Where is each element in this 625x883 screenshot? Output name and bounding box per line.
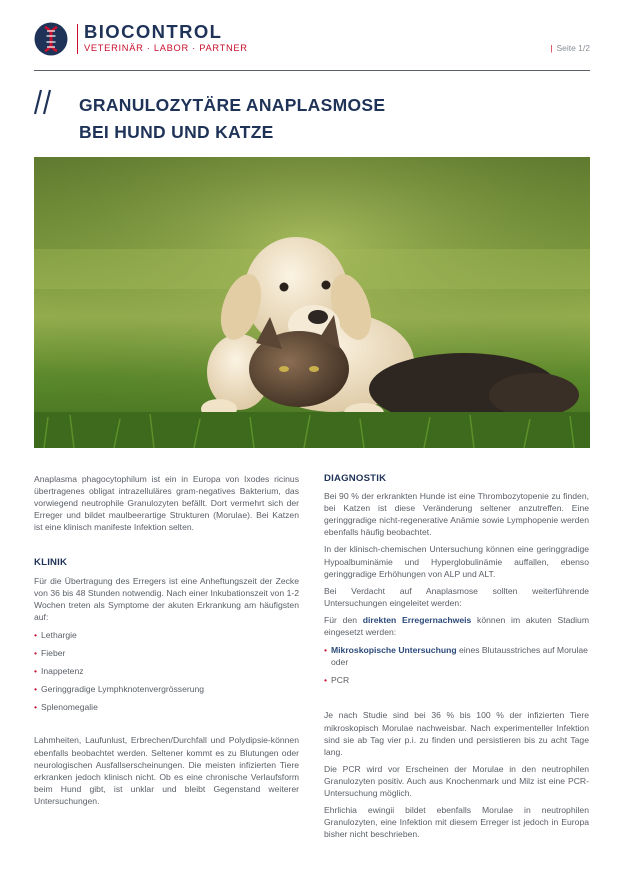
left-column (34, 473, 299, 807)
dna-helix-logo-icon (34, 22, 68, 56)
diagnostik-paragraph-1: Bei 90 % der erkrankten Hunde ist eine Thrombozytopenie zu finden, bei Katzen ist diese Veränderung seltener anzutreffen. Eine geringgradige nicht-regenerative Anämie sowie Lymphopenie werden ebenfalls häufig beobachtet. (324, 491, 589, 538)
p4-before: Für den (324, 614, 363, 625)
intro-paragraph: Anaplasma phagocytophilum ist ein in Europa von Ixodes ricinus übertragenes obligat intrazelluläres gram-negatives Bakterium, das vorwiegend neutrophile Granulozyten befällt. Dort vermehrt sich der Erreger und bildet maulbeerartige Strukturen (Morulae). Bei Katzen ist eine klinisch manifeste Infektion selten. (34, 474, 299, 533)
diagnostik-paragraph-3: Bei Verdacht auf Anaplasmose sollten weiterführende Untersuchungen eingeleitet werden: (324, 585, 589, 608)
list-item (324, 644, 589, 668)
double-slash-icon (33, 88, 55, 116)
list-item: • Lethargie (34, 629, 299, 641)
microscopy-highlight: Mikroskopische Untersuchung (331, 645, 457, 656)
klinik-paragraph-1: Für die Übertragung des Erregers ist eine Anheftungszeit der Zecke von 36 bis 48 Stunden notwendig. Nach einer Inkubationszeit von 1-2 Wochen treten als Symptome der akuten Erkrankung am häufigsten auf: (34, 575, 299, 622)
direct-detection-highlight: direkten Erregernachweis (362, 614, 472, 625)
diagnostik-paragraph-5: Je nach Studie sind bei 36 % bis 100 % der infizierten Tiere mikroskopisch Morulae nachweisbar. Nach experimenteller Infektion sind sie ab Tag vier p.i. zu finden und persistieren bis zu acht Tage lang. (324, 710, 589, 757)
list-item: • Fieber (34, 647, 299, 659)
brand-name: BIOCONTROL (84, 21, 223, 42)
list-item: • PCR (324, 674, 589, 686)
list-item: • Geringgradige Lymphknotenvergrösserung (34, 683, 299, 695)
symptom-list (34, 629, 299, 713)
list-item: • Inappetenz (34, 665, 299, 677)
page-title (79, 92, 385, 146)
puppy-and-cat-photo (34, 157, 590, 448)
diagnostik-paragraph-7: Ehrlichia ewingii bildet ebenfalls Morulae in neutrophilen Granulozyten, eine Infektion mit diesem Erreger ist jedoch in Europa bisher nicht beschrieben. (324, 805, 589, 840)
hero-photo (34, 157, 590, 448)
microscopy-rest: eines Blutausstriches auf Morulae oder (331, 645, 588, 668)
header-rule (34, 70, 590, 71)
page-number: | Seite 1/2 (550, 43, 590, 53)
page-number-label: Seite 1/2 (556, 43, 590, 53)
page-header (0, 0, 625, 72)
klinik-paragraph-2: Lahmheiten, Laufunlust, Erbrechen/Durchfall und Polydipsie-können ebenfalls beobachtet werden. Seltener kommt es zu Blutungen oder neurologischen Ausfallserscheinungen. Die meisten infizierten Tiere erkranken jedoch klinisch nicht. Ob es eine chronische Verlaufsform beim Hund gibt, ist unklar und bleibt Gegenstand weiterer Untersuchungen. (34, 735, 299, 806)
title-line-2: BEI HUND UND KATZE (79, 122, 274, 142)
brand-divider (77, 24, 78, 54)
klinik-heading: KLINIK (34, 557, 68, 569)
list-item: • Splenomegalie (34, 701, 299, 713)
right-column (324, 473, 589, 840)
diagnostik-paragraph-2: In der klinisch-chemischen Untersuchung können eine geringgradige Hypoalbuminämie und Hyperglobulinämie auffallen, ebenso geringgradige Erhöhungen von ALP und ALT. (324, 544, 589, 579)
diagnostik-paragraph-4 (324, 614, 589, 638)
title-line-1: GRANULOZYTÄRE ANAPLASMOSE (79, 95, 386, 115)
p4-after: können im akuten Stadium eingesetzt werden: (324, 614, 589, 638)
brand-tagline: VETERINÄR · LABOR · PARTNER (84, 43, 248, 53)
diagnostik-paragraph-6: Die PCR wird vor Erscheinen der Morulae in den neutrophilen Granulozyten positiv. Auch aus Knochenmark und Milz ist eine PCR-Untersuchung möglich. (324, 763, 589, 798)
diagnostik-heading: DIAGNOSTIK (324, 473, 387, 484)
method-list (324, 644, 589, 686)
